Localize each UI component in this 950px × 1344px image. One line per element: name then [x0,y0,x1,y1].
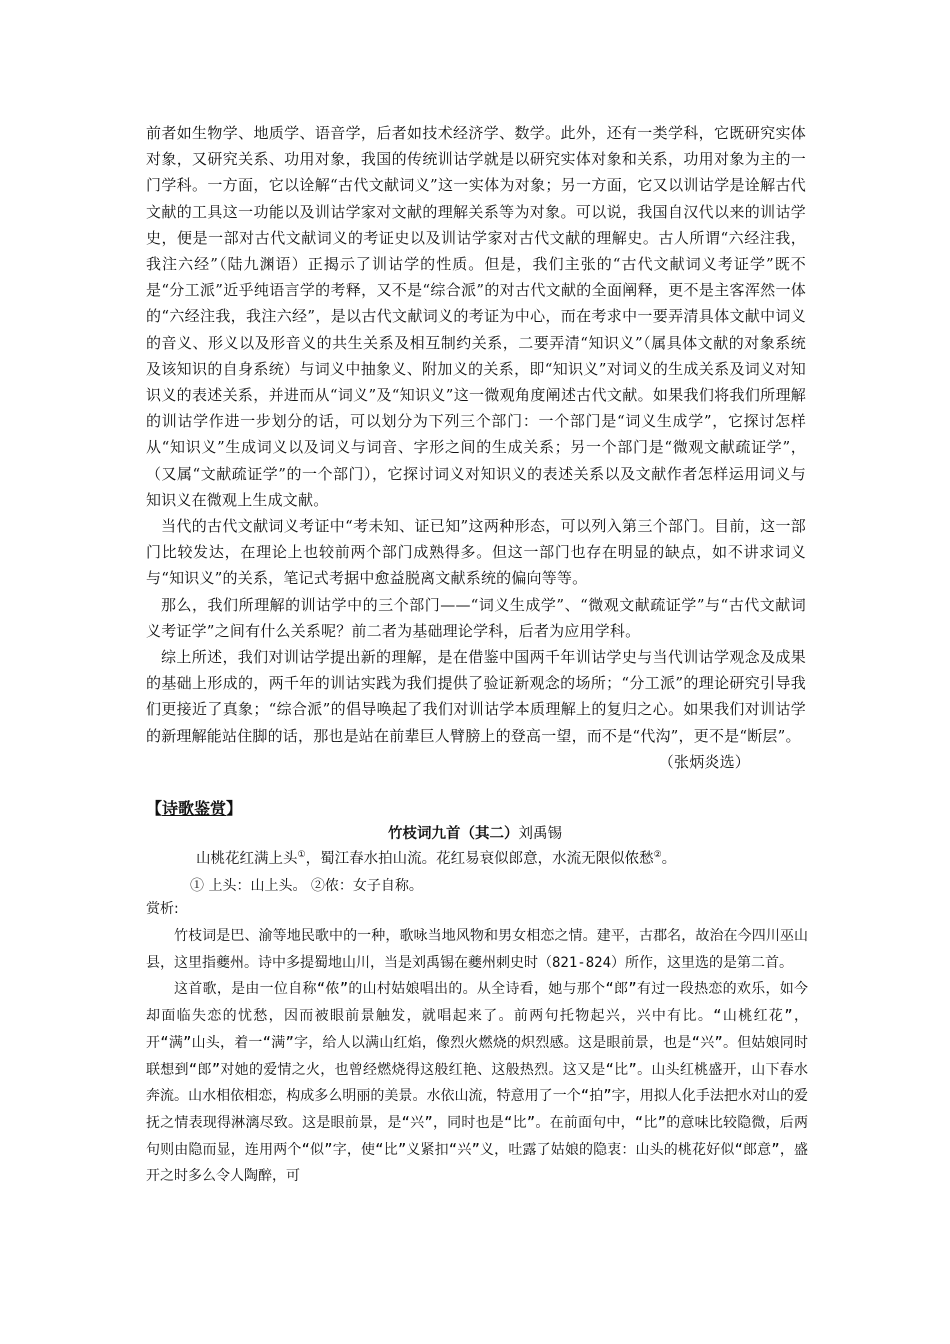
essay-paragraph-3: 那么，我们所理解的训诂学中的三个部门——“词义生成学”、“微观文献疏证学”与“古代文献词义考证学”之间有什么关系呢？前二者为基础理论学科，后者为应用学科。 [146,595,806,640]
appreciation-label: 赏析: [146,901,179,917]
poem-line-part-3: 。 [661,851,677,867]
essay-paragraph-2: 当代的古代文献词义考证中“考未知、证已知”这两种形态，可以列入第三个部门。目前，这一部门比较发达，在理论上也较前两个部门成熟得多。但这一部门也存在明显的缺点，如不讲求词义与“知识义”的关系，笔记式考据中愈益脱离文献系统的偏向等等。 [146,517,806,588]
section-bracket-open: 【 [146,799,163,818]
essay-body [146,120,806,775]
appreciation-paragraph-2: 这首歌，是由一位自称“侬”的山村姑娘唱出的。从全诗看，她与那个“郎”有过一段热恋的欢乐，如今却面临失恋的忧愁，因而被眼前景触发，就唱起来了。前两句托物起兴，兴中有比。“山桃红花”，开“满”山头，着一“满”字，给人以满山红焰，像烈火燃烧的炽烈感。这是眼前景，也是“兴”。但姑娘同时联想到“郎”对她的爱情之火，也曾经燃烧得这般红艳、这般热烈。这又是“比”。山头红桃盛开，山下春水奔流。山水相依相恋，构成多么明丽的美景。水依山流，特意用了一个“拍”字，用拟人化手法把水对山的爱抚之情表现得淋漓尽致。这是眼前景，是“兴”，同时也是“比”。在前面句中，“比”的意味比较隐微，后两句则由隐而显，连用两个“似”字，使“比”义紧扣“兴”义，吐露了姑娘的隐衷：山头的桃花好似“郎意”，盛开之时多么令人陶醉，可 [146,981,808,1185]
poem-text [196,848,676,870]
essay-signature: （张炳炎选） [658,752,750,771]
appreciation-paragraph-1: 竹枝词是巴、渝等地民歌中的一种，歌咏当地风物和男女相恋之情。建平，古郡名，故治在今四川巫山县，这里指夔州。诗中多提蜀地山川，当是刘禹锡在夔州刺史时（821-824）所作，这里选的是第二首。 [146,928,808,971]
appreciation-body [146,923,808,1190]
section-title: 诗歌鉴赏 [162,799,227,818]
essay-paragraph-4-text: 综上所述，我们对训诂学提出新的理解，是在借鉴中国两千年训诂学史与当代训诂学观念及成果的基础上形成的，两千年的训诂实践为我们提供了验证新观念的场所；“分工派”的理论研究引导我们更接近了真象；“综合派”的倡导唤起了我们对训诂学本质理解上的复归之心。如果我们对训诂学的新理解能站住脚的话，那也是站在前辈巨人臂膀上的登高一望，而不是“代沟”，更不是“断层”。 [146,648,806,745]
poem-line-part-2: ，蜀江春水拍山流。花红易衰似郎意，水流无限似侬愁 [305,851,654,867]
poem-author: 刘禹锡 [518,826,562,842]
footnote-mark-1: ① [297,850,306,861]
poem-notes: ① 上头：山上头。 ②侬：女子自称。 [190,878,423,894]
poem-line-part-1: 山桃花红满上头 [196,851,298,867]
section-bracket-close: 】 [226,799,243,818]
poem-title: 竹枝词九首（其二） [388,826,519,842]
section-heading [146,797,242,821]
poem-heading [0,823,950,845]
essay-paragraph-4 [146,644,806,771]
footnote-mark-2: ② [653,850,662,861]
essay-paragraph-1: 前者如生物学、地质学、语音学，后者如技术经济学、数学。此外，还有一类学科，它既研究实体对象，又研究关系、功用对象，我国的传统训诂学就是以研究实体对象和关系，功用对象为主的一门学科。一方面，它以诠解“古代文献词义”这一实体为对象；另一方面，它又以训诂学是诠解古代文献的工具这一功能以及训诂学家对文献的理解关系等为对象。可以说，我国自汉代以来的训诂学史，便是一部对古代文献词义的考证史以及训诂学家对古代文献的理解史。古人所谓“六经注我，我注六经”（陆九渊语）正揭示了训诂学的性质。但是，我们主张的“古代文献词义考证学”既不是“分工派”近乎纯语言学的考释，又不是“综合派”的对古代文献的全面阐释，更不是主客浑然一体的“六经注我，我注六经”，是以古代文献词义的考证为中心，而在考求中一要弄清具体文献中词义的音义、形义以及形音义的共生关系及相互制约关系，二要弄清“知识义”（属具体文献的对象系统及该知识的自身系统）与词义中抽象义、附加义的关系，即“知识义”对词义的生成关系及词义对知识义的表述关系，并进而从“词义”及“知识义”这一微观角度阐述古代文献。如果我们将我们所理解的训诂学作进一步划分的话，可以划分为下列三个部门：一个部门是“词义生成学”，它探讨怎样从“知识义”生成词义以及词义与词音、字形之间的生成关系；另一个部门是“微观文献疏证学”，（又属“文献疏证学”的一个部门），它探讨词义对知识义的表述关系以及文献作者怎样运用词义与知识义在微观上生成文献。 [146,124,806,509]
